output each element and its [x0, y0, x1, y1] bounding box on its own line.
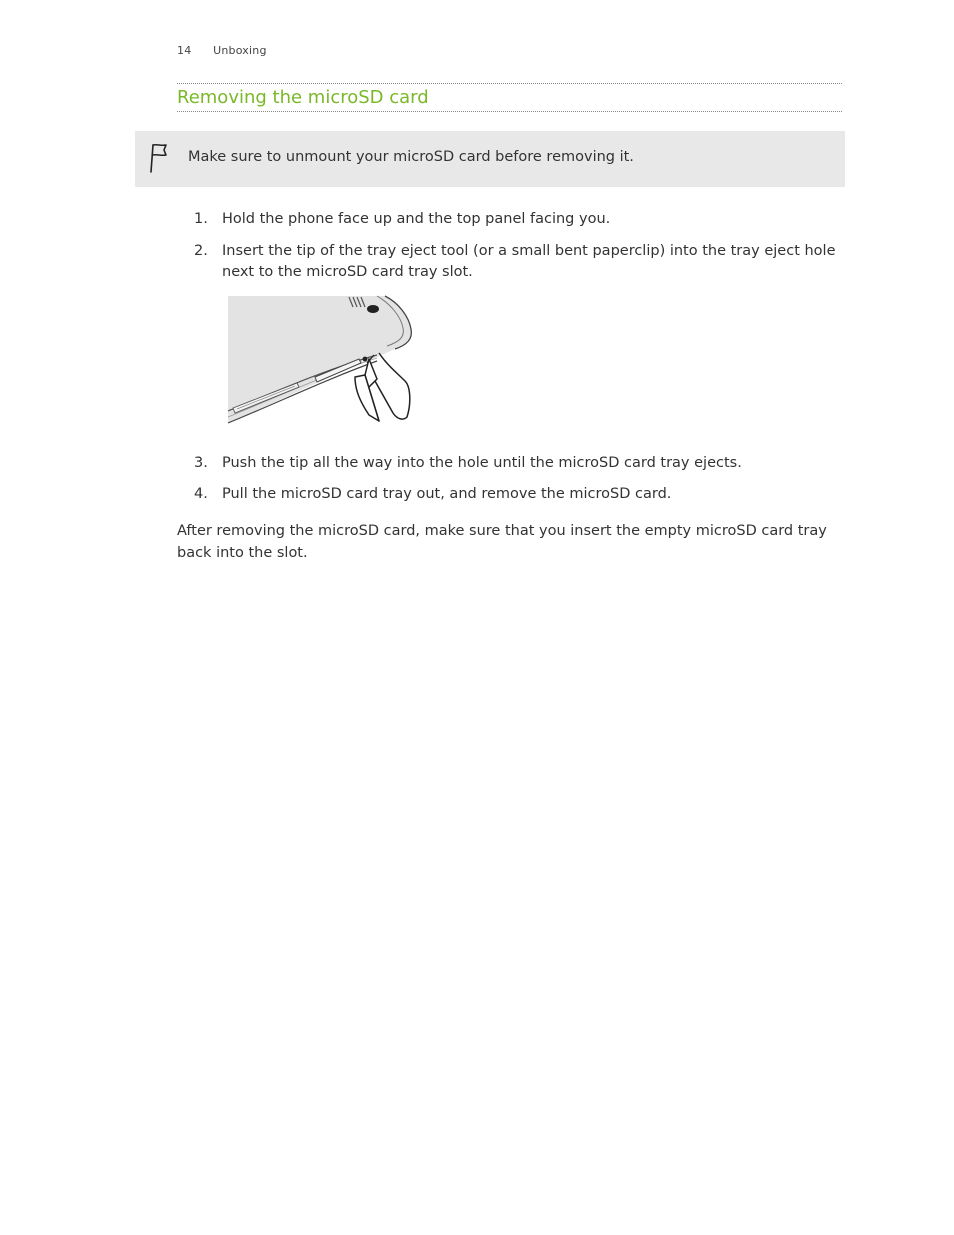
step-text: Push the tip all the way into the hole until the microSD card tray ejects.	[222, 455, 742, 471]
step-number: 4.	[194, 486, 208, 502]
list-item-step-1	[194, 209, 844, 230]
page-number: 14	[177, 44, 192, 57]
page-header	[177, 44, 267, 57]
step-text: Pull the microSD card tray out, and remove the microSD card.	[222, 486, 672, 502]
note-text: Make sure to unmount your microSD card before removing it.	[188, 149, 634, 165]
chapter-name: Unboxing	[213, 44, 267, 57]
closing-paragraph: After removing the microSD card, make sure that you insert the empty microSD card tray back into the slot.	[177, 523, 827, 561]
heading-divider-bottom	[177, 111, 842, 112]
flag-icon	[149, 142, 169, 174]
step-number: 2.	[194, 243, 208, 259]
heading-divider-top	[177, 83, 842, 84]
step-text: Hold the phone face up and the top panel facing you.	[222, 211, 611, 227]
list-item-step-2	[194, 241, 844, 283]
step-number: 1.	[194, 211, 208, 227]
note-box	[135, 131, 845, 187]
list-item-step-4	[194, 484, 844, 505]
step-text: Insert the tip of the tray eject tool (or a small bent paperclip) into the tray eject hole next to the microSD card tray slot.	[222, 243, 836, 280]
eject-tool-illustration	[227, 295, 417, 427]
section-title: Removing the microSD card	[177, 87, 429, 108]
step-number: 3.	[194, 455, 208, 471]
list-item-step-3	[194, 453, 844, 474]
